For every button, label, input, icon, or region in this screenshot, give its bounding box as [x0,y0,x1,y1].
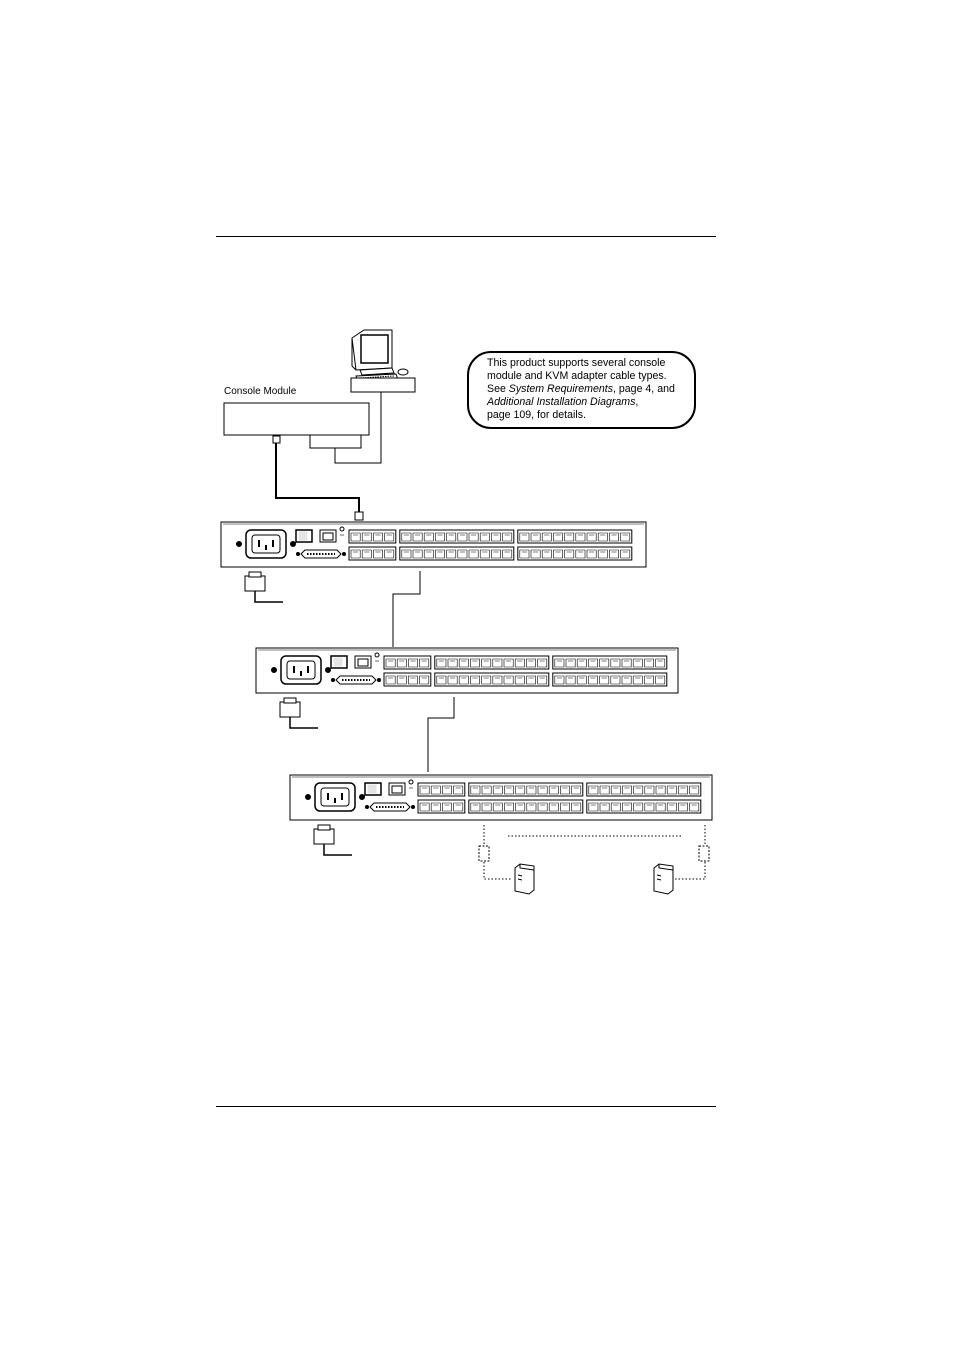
console-module-box [224,403,369,435]
link-cable-1 [276,443,359,512]
server-icon [515,864,534,894]
chain-cable-1 [393,571,420,647]
kvm-switch-unit [256,648,678,728]
note-line: This product supports several console [487,357,666,369]
note-line [487,396,686,409]
note-text: , page 4, and [613,383,675,395]
desk [351,378,415,392]
server-icon [654,864,673,894]
adapter-bracket [310,435,361,448]
kvm-switch-unit [290,775,712,855]
info-note [467,351,696,429]
kvm-switch-unit [221,522,646,602]
console-module-port [273,436,280,443]
mouse-icon [398,369,408,375]
server-adapter-left [479,846,489,861]
note-ref-system-requirements: System Requirements [508,383,614,395]
note-text: , [635,396,639,408]
chain-cable-2 [428,697,454,772]
note-line: module and KVM adapter cable types. [487,370,667,382]
switch-console-port [355,512,363,520]
power-plug-icon [280,698,318,728]
power-plug-icon [245,572,283,602]
console-module-label: Console Module [224,386,297,397]
note-line: page 109, for details. [487,409,586,421]
note-text: See [487,383,509,395]
power-plug-icon [314,825,352,855]
note-ref-installation-diagrams: Additional Installation Diagrams [487,396,636,408]
computer-icon [352,330,394,375]
note-line [487,383,686,396]
server-adapter-right [699,846,709,861]
